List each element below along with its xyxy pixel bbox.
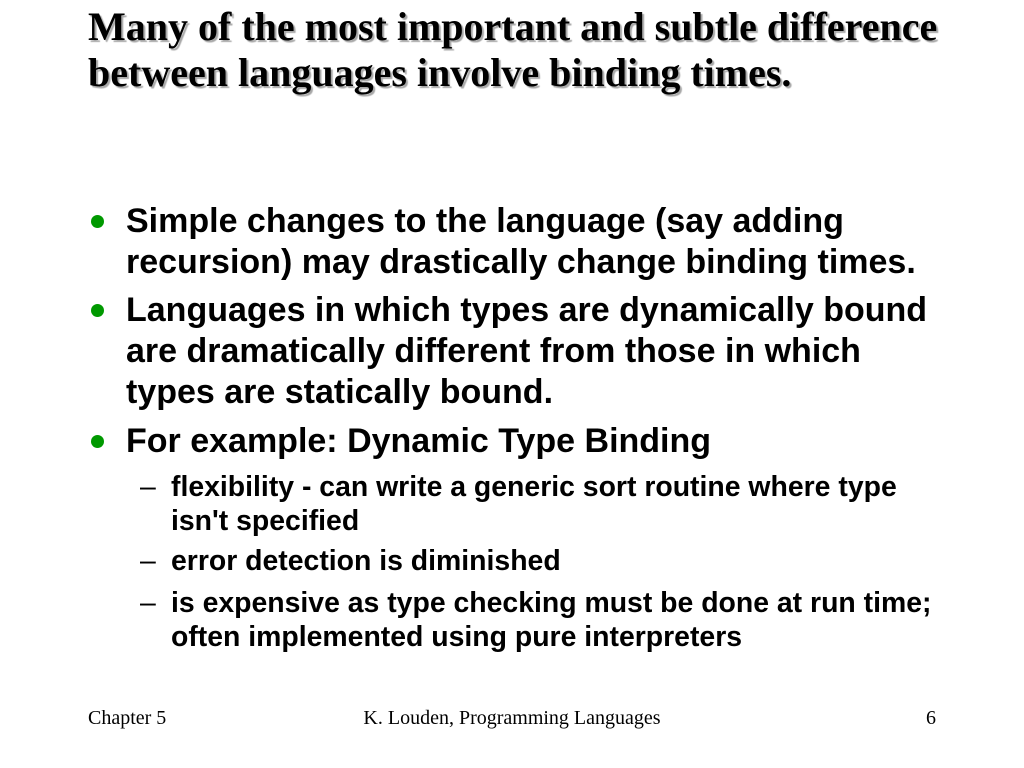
bullet-item	[91, 290, 927, 413]
dash-marker: –	[140, 587, 156, 619]
dash-marker: –	[140, 545, 156, 577]
slide-title	[88, 4, 937, 96]
bullet-item	[91, 201, 916, 283]
footer-page-number: 6	[926, 707, 936, 729]
sub-bullet-item	[140, 470, 897, 538]
bullet-text-line: Languages in which types are dynamically bound	[126, 291, 928, 329]
bullet-dot-icon	[91, 435, 104, 448]
sub-bullet-text-line: error detection is diminished	[171, 545, 561, 577]
bullet-text-line: recursion) may drastically change binding times.	[126, 243, 916, 281]
bullet-item	[91, 421, 711, 462]
sub-bullet-text-line: is expensive as type checking must be done at run time;	[171, 587, 932, 619]
bullet-text-line: For example: Dynamic Type Binding	[126, 422, 712, 460]
bullet-text-line: types are statically bound.	[126, 373, 554, 411]
sub-bullet-item	[140, 586, 931, 654]
bullet-dot-icon	[91, 215, 104, 228]
sub-bullet-text-line: flexibility - can write a generic sort routine where type	[171, 471, 897, 503]
sub-bullet-text-line: often implemented using pure interpreters	[171, 621, 743, 653]
bullet-text-line: Simple changes to the language (say adding	[126, 202, 844, 240]
sub-bullet-item	[140, 544, 561, 578]
bullet-dot-icon	[91, 304, 104, 317]
slide-title-line: between languages involve binding times.	[88, 50, 792, 95]
footer-source: K. Louden, Programming Languages	[363, 707, 661, 729]
footer-chapter: Chapter 5	[88, 707, 167, 729]
bullet-text-line: are dramatically different from those in which	[126, 332, 861, 370]
dash-marker: –	[140, 471, 156, 503]
slide-title-line: Many of the most important and subtle difference	[88, 4, 938, 49]
sub-bullet-text-line: isn't specified	[171, 505, 360, 537]
